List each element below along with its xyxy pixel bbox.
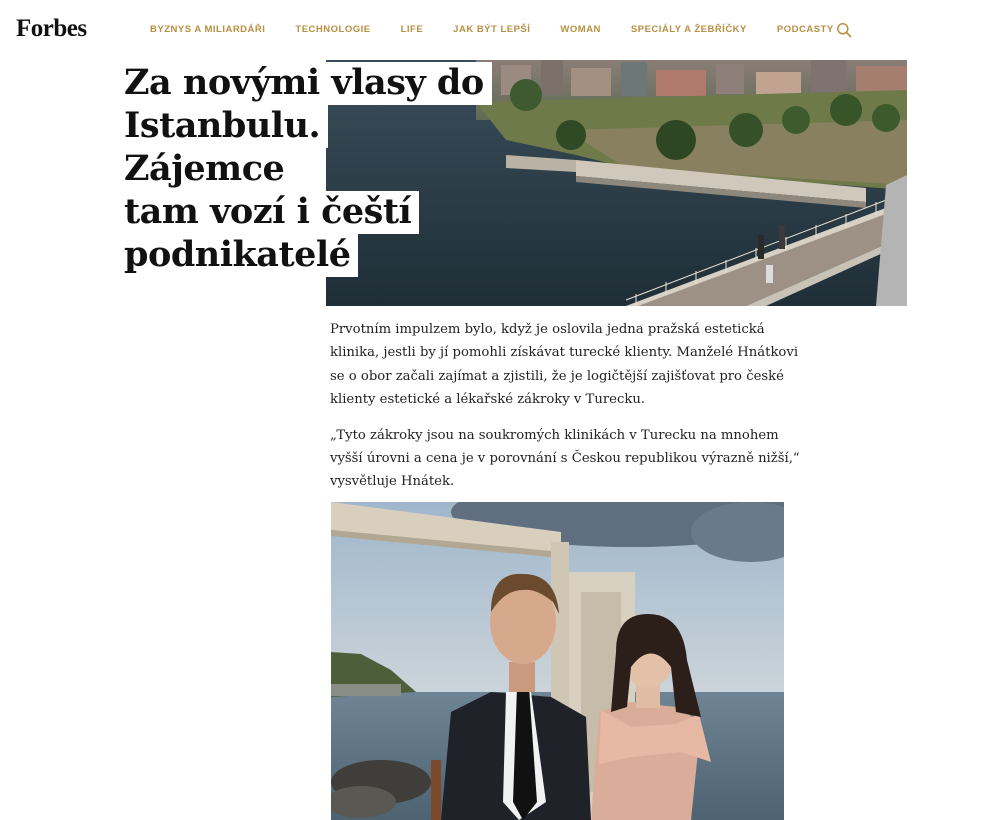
article-photo	[331, 502, 784, 820]
paragraph-1: Prvotním impulzem bylo, když je oslovila jedna pražská estetická klinika, jestli by jí pomohli získávat turecké klienty. Manželé Hnátkovi se o obor začali zajímat a zjistili, že je logičtější zajišťovat pro české klienty estetické a lékařské zákroky v Turecku.	[330, 322, 799, 408]
forbes-logo[interactable]: Forbes	[16, 15, 87, 42]
nav-item-byznys[interactable]: BYZNYS A MILIARDÁŘI	[150, 24, 266, 35]
nav-item-life[interactable]: LIFE	[400, 24, 424, 35]
main-nav	[150, 24, 834, 35]
nav-item-technologie[interactable]: TECHNOLOGIE	[295, 24, 371, 35]
headline-line-2: Istanbulu. Zájemce	[124, 105, 328, 191]
article-headline	[124, 61, 494, 276]
nav-item-podcasty[interactable]: PODCASTY	[776, 24, 834, 35]
nav-item-jak-byt-lepsi[interactable]: JAK BÝT LEPŠÍ	[453, 24, 531, 35]
headline-line-1: Za novými vlasy do	[124, 62, 492, 105]
article-body	[330, 318, 808, 506]
headline-line-3: tam vozí i čeští	[124, 191, 419, 234]
nav-item-woman[interactable]: WOMAN	[560, 24, 601, 35]
site-header	[0, 0, 907, 60]
nav-item-specialy[interactable]: SPECIÁLY A ŽEBŘÍČKY	[630, 24, 747, 35]
search-icon[interactable]	[836, 22, 852, 38]
headline-line-4: podnikatelé	[124, 234, 358, 277]
paragraph-2: „Tyto zákroky jsou na soukromých klinikách v Turecku na mnohem vyšší úrovni a cena je v porovnání s Českou republikou výrazně nižší,“ vysvětluje Hnátek.	[330, 427, 800, 490]
